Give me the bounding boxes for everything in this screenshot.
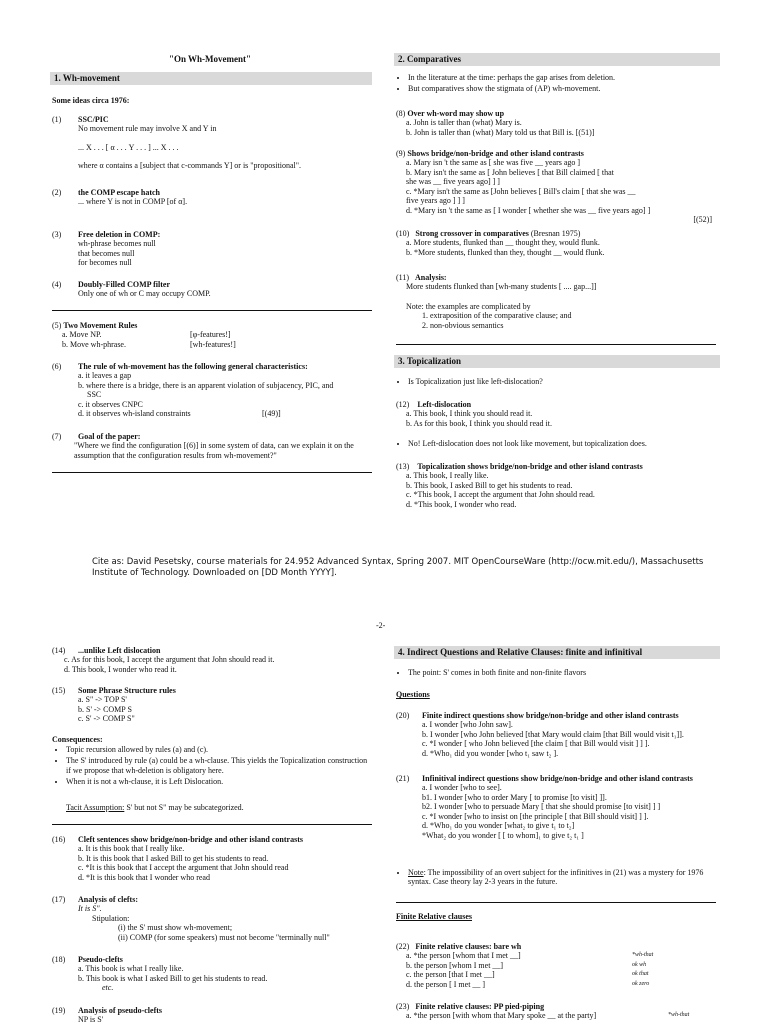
example-11: (11) Analysis: More students flunked than [wh-many students [ .... gap...]] Note: the examples are complicated by 1. extraposition of the comparative clause; and 2. non-obvious semantics <box>396 273 597 330</box>
example-13: (13) Topicalization shows bridge/non-bridge and other island contrasts a. This book, I really like. b. This book, I asked Bill to get his students to read. c. *This book, I accept the argument that John should read. d. *This book, I wonder who read. <box>396 462 643 509</box>
example-8: (8) Over wh-word may show up a. John is taller than (what) Mary is. b. John is taller than (what) Mary told us that Bill is. [(51)] <box>396 109 595 137</box>
example-20: (20) Finite indirect questions show bridge/non-bridge and other island contrasts a. I wonder [who John saw]. b. I wonder [who John believed [that Mary would claim [that Bill would visit t₁]]. c. *I wonder [ who John believed [the claim [ that Bill would visit ] ] ]. d. *Who₁ did you wonder [who t₁ saw t₂ ]. <box>396 711 684 758</box>
divider <box>396 344 716 345</box>
doc-title: "On Wh-Movement" <box>168 54 252 64</box>
example-17: (17) Analysis of clefts: It is S". Stipulation: (i) the S' must show wh-movement; (ii) COMP (for some speakers) must not become "terminally null" <box>52 895 330 942</box>
example-22: (22) Finite relative clauses: bare wh a. *the person [whom that I met __] *wh-that b. the person [whom I met __] ok wh c. the person [that I met __] ok that d. the person [ I met __ ] ok zero <box>396 942 654 989</box>
example-5: (5) Two Movement Rules a. Move NP. [φ-features!] b. Move wh-phrase. [wh-features!] <box>52 321 236 349</box>
section-heading-wh-movement: 1. Wh-movement <box>50 72 372 85</box>
finite-relative-clauses-subheading: Finite Relative clauses <box>396 912 472 921</box>
example-1: (1) SSC/PIC No movement rule may involve X and Y in ... X . . . [ α . . . Y . . . ] ... X . . . where α contains a [subject that c-commands Y] or is "propositional". <box>52 115 302 171</box>
topicalization-bullet-2: • No! Left-dislocation does not look like movement, but topicalization does. <box>394 439 714 450</box>
comparatives-bullets: • In the literature at the time: perhaps the gap arises from deletion. • But comparatives show the stigmata of (AP) wh-movement. <box>394 73 714 96</box>
divider <box>396 902 716 903</box>
divider <box>52 824 372 825</box>
section-heading-indirect-questions: 4. Indirect Questions and Relative Clauses: finite and infinitival <box>394 646 720 659</box>
example-6: (6) The rule of wh-movement has the following general characteristics: a. it leaves a gap b. where there is a bridge, there is an apparent violation of subjacency, PIC, and SSC c. it observes CNPC d. it observes wh-island constraints [(49)] <box>52 362 334 419</box>
example-21: (21) Infinitival indirect questions show bridge/non-bridge and other island contrasts a. I wonder [who to see]. b1. I wonder [who to order Mary [ to promise [to visit] ]]. b2. I wonder [who to persuade Mary [ that she should promise [to visit] ] ] c. *I wonder [who to insist on [the principle [ that Bill should visit] ] ]. d. *Who₁ do you wonder [what₂ to give t₁ to t₂] *What₂ do you wonder [ [ to whom]₁ to give t₂ t₁ ] <box>396 774 693 840</box>
section-heading-topicalization: 3. Topicalization <box>394 355 720 368</box>
questions-subheading: Questions <box>396 690 430 699</box>
example-7: (7) Goal of the paper: "Where we find the configuration [(6)] in some system of data, can we explain it on the assumption that the configuration results from wh-movement?" <box>52 432 354 460</box>
example-15: (15) Some Phrase Structure rules a. S" -> TOP S' b. S' -> COMP S c. S' -> COMP S" <box>52 686 176 724</box>
example-23: (23) Finite relative clauses: PP pied-piping a. *the person [with whom that Mary spoke __ at the party] *wh-that <box>396 1002 690 1021</box>
divider <box>52 472 372 473</box>
note-bullet: • Note: The impossibility of an overt subject for the infinitives in (21) was a mystery for 1976 syntax. Case theory lay 2-3 years in the future. <box>394 868 716 889</box>
consequences-list: • Topic recursion allowed by rules (a) and (c). • The S' introduced by rule (a) could be a wh-clause. This yields the Topicalization construction if we propose that wh-deletion is obligatory here. • When it is not a wh-clause, it is Left Dislocation. <box>52 745 372 789</box>
example-16: (16) Cleft sentences show bridge/non-bridge and other island contrasts a. It is this book that I really like. b. It is this book that I asked Bill to get his students to read. c. *It is this book that I accept the argument that John should read d. *It is this book that I wonder who read <box>52 835 303 882</box>
example-9: (9) Shows bridge/non-bridge and other island contrasts a. Mary isn 't the same as [ she was five __ years ago ] b. Mary isn't the same as [ John believes [ that Bill claimed [ that she was __ five years ago] ] ] c. *Mary isn't the same as [John believes [ Bill's claim [ that she was __ five years ago ] ] ] d. *Mary isn 't the same as [ I wonder [ whether she was __ five years ago] ] [(52)] <box>396 149 712 225</box>
example-19: (19) Analysis of pseudo-clefts NP is S' <box>52 1006 163 1025</box>
example-4: (4) Doubly-Filled COMP filter Only one of wh or C may occupy COMP. <box>52 280 211 299</box>
section-heading-comparatives: 2. Comparatives <box>394 53 720 66</box>
example-10: (10) Strong crossover in comparatives (Bresnan 1975) a. More students, flunked than __ thought they, would flunk. b. *More students, flunked than they, thought __ would flunk. <box>396 229 605 257</box>
example-2: (2) the COMP escape hatch ... where Y is not in COMP [of α]. <box>52 188 188 207</box>
divider <box>52 310 372 311</box>
tacit-assumption: Tacit Assumption: S' but not S" may be subcategorized. <box>66 803 244 812</box>
example-12: (12) Left-dislocation a. This book, I think you should read it. b. As for this book, I think you should read it. <box>396 400 552 428</box>
example-18: (18) Pseudo-clefts a. This book is what I really like. b. This book is what I asked Bill to get his students to read. etc. <box>52 955 268 993</box>
consequences-label: Consequences: <box>52 735 103 744</box>
intro-text: Some ideas circa 1976: <box>52 96 130 105</box>
citation-notice: Cite as: David Pesetsky, course materials for 24.952 Advanced Syntax, Spring 2007. MIT OpenCourseWare (http://ocw.mit.edu/), Massachusetts Institute of Technology. Downloaded on [DD Month YYYY]. <box>92 557 704 578</box>
topicalization-bullet: • Is Topicalization just like left-dislocation? <box>394 377 714 388</box>
page-number: -2- <box>376 621 386 630</box>
section-4-bullet: • The point: S' comes in both finite and non-finite flavors <box>394 668 714 679</box>
example-14: (14) ...unlike Left dislocation c. As for this book, I accept the argument that John should read it. d. This book, I wonder who read it. <box>52 646 275 674</box>
example-3: (3) Free deletion in COMP: wh-phrase becomes null that becomes null for becomes null <box>52 230 161 268</box>
